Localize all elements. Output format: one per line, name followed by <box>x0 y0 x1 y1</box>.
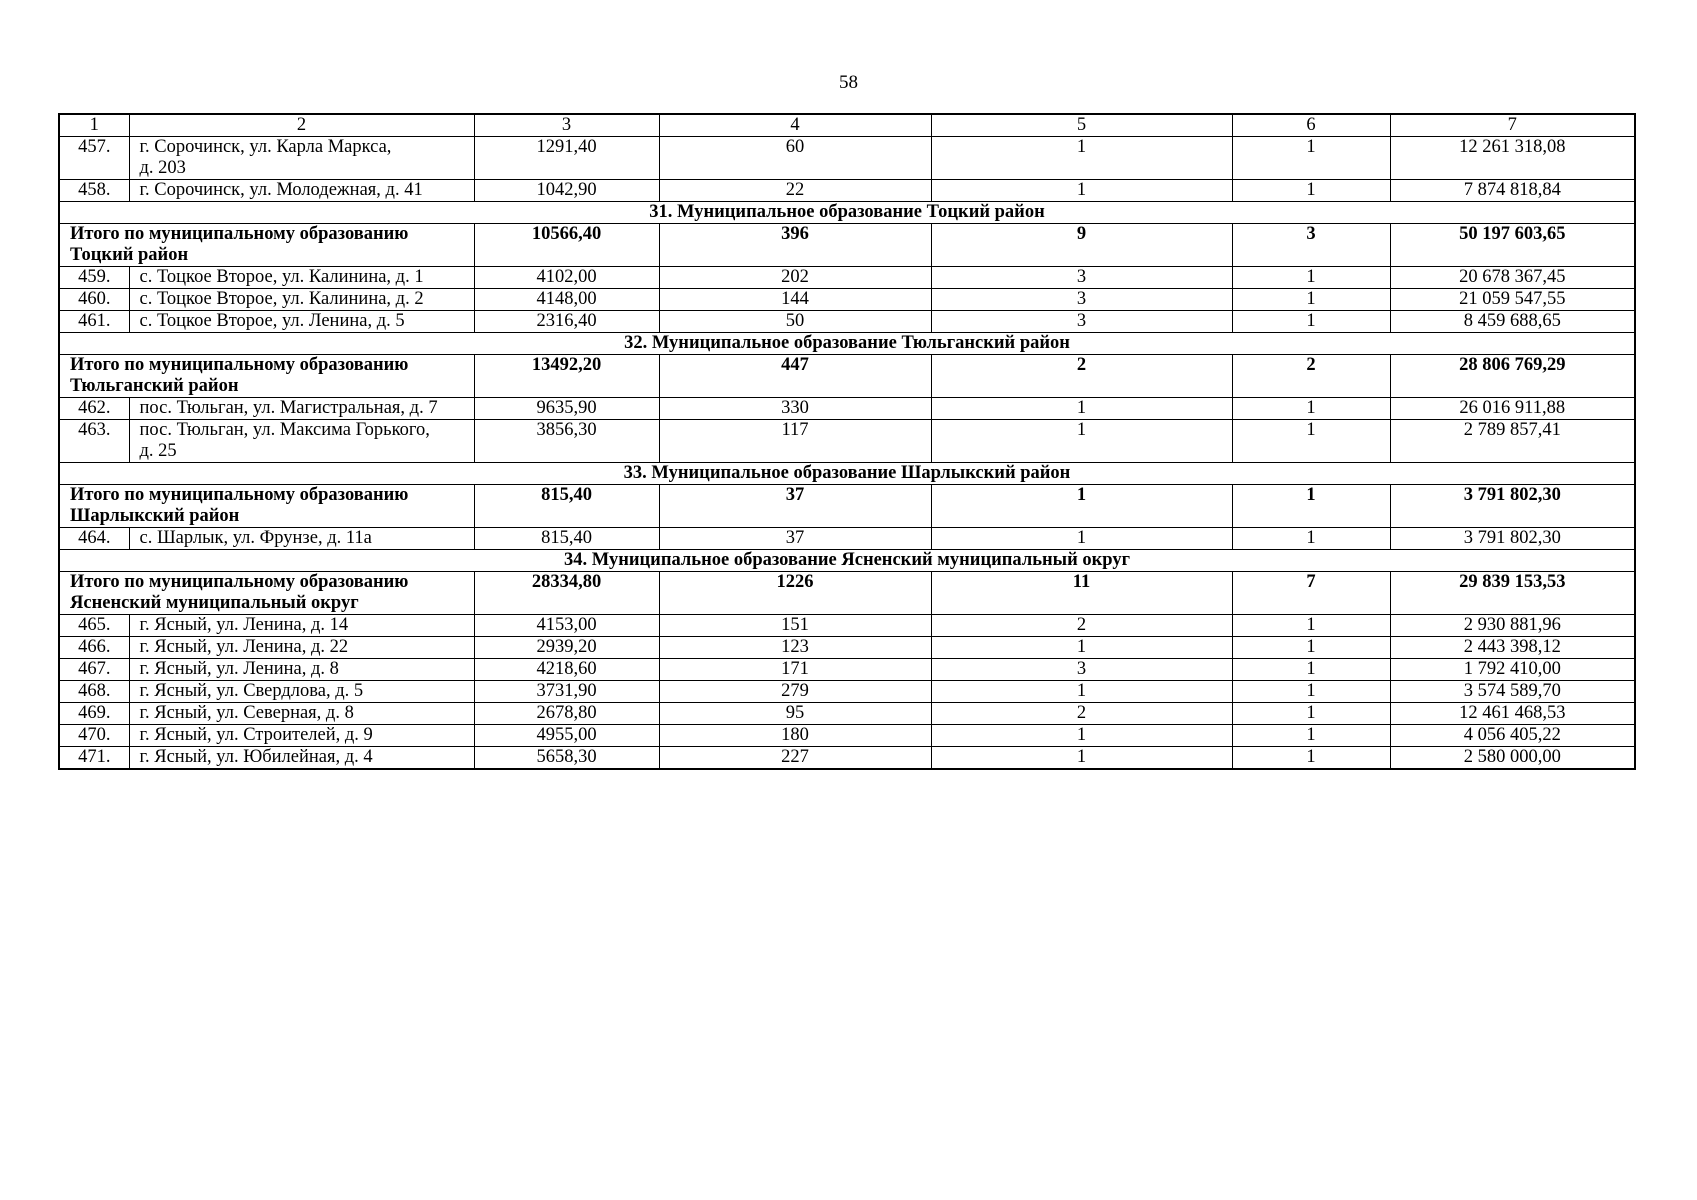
data-table <box>58 113 1636 770</box>
total-count2-cell: 1 <box>1232 485 1390 528</box>
address-line1: г. Ясный, ул. Ленина, д. 22 <box>139 637 349 657</box>
amount-cell: 2 789 857,41 <box>1390 420 1635 463</box>
residents-cell: 22 <box>659 180 931 202</box>
total-area-cell: 13492,20 <box>474 355 659 398</box>
amount-cell: 12 261 318,08 <box>1390 137 1635 180</box>
count2-cell: 1 <box>1232 528 1390 550</box>
row-number: 458. <box>59 180 129 202</box>
count-cell: 1 <box>931 420 1232 463</box>
row-number: 466. <box>59 637 129 659</box>
total-count-cell: 2 <box>931 355 1232 398</box>
table-row <box>59 528 1635 550</box>
total-count2-cell: 2 <box>1232 355 1390 398</box>
count-cell: 1 <box>931 637 1232 659</box>
column-number-row <box>59 114 1635 137</box>
address-line1: с. Тоцкое Второе, ул. Ленина, д. 5 <box>139 311 405 331</box>
count-cell: 3 <box>931 289 1232 311</box>
table-row <box>59 637 1635 659</box>
address-line1: пос. Тюльган, ул. Максима Горького, <box>139 420 430 440</box>
address-line1: г. Сорочинск, ул. Молодежная, д. 41 <box>139 180 423 200</box>
table-row <box>59 615 1635 637</box>
area-cell: 2939,20 <box>474 637 659 659</box>
area-cell: 3731,90 <box>474 681 659 703</box>
total-row <box>59 224 1635 267</box>
address-line1: г. Ясный, ул. Свердлова, д. 5 <box>139 681 364 701</box>
residents-cell: 95 <box>659 703 931 725</box>
residents-cell: 180 <box>659 725 931 747</box>
total-label-line1: Итого по муниципальному образованию <box>70 355 409 375</box>
total-label-line2: Шарлыкский район <box>70 506 240 526</box>
count2-cell: 1 <box>1232 420 1390 463</box>
residents-cell: 123 <box>659 637 931 659</box>
row-number: 464. <box>59 528 129 550</box>
residents-cell: 171 <box>659 659 931 681</box>
total-area-cell: 10566,40 <box>474 224 659 267</box>
area-cell: 9635,90 <box>474 398 659 420</box>
residents-cell: 60 <box>659 137 931 180</box>
area-cell: 815,40 <box>474 528 659 550</box>
residents-cell: 151 <box>659 615 931 637</box>
count2-cell: 1 <box>1232 615 1390 637</box>
table-row <box>59 681 1635 703</box>
column-number-cell: 1 <box>59 114 129 137</box>
row-number: 462. <box>59 398 129 420</box>
amount-cell: 2 930 881,96 <box>1390 615 1635 637</box>
address-line1: г. Сорочинск, ул. Карла Маркса, <box>139 137 392 157</box>
total-row <box>59 485 1635 528</box>
total-count2-cell: 7 <box>1232 572 1390 615</box>
total-label <box>59 355 474 398</box>
table-row <box>59 703 1635 725</box>
section-title: 33. Муниципальное образование Шарлыкский район <box>59 463 1635 485</box>
total-label-line1: Итого по муниципальному образованию <box>70 224 409 244</box>
amount-cell: 21 059 547,55 <box>1390 289 1635 311</box>
residents-cell: 50 <box>659 311 931 333</box>
address-line1: г. Ясный, ул. Ленина, д. 14 <box>139 615 349 635</box>
address-cell <box>129 420 474 463</box>
address-cell <box>129 528 474 550</box>
address-line1: г. Ясный, ул. Северная, д. 8 <box>139 703 354 723</box>
count-cell: 1 <box>931 137 1232 180</box>
area-cell: 4153,00 <box>474 615 659 637</box>
area-cell: 4102,00 <box>474 267 659 289</box>
section-title: 34. Муниципальное образование Ясненский муниципальный округ <box>59 550 1635 572</box>
count-cell: 1 <box>931 180 1232 202</box>
table-row <box>59 311 1635 333</box>
residents-cell: 117 <box>659 420 931 463</box>
area-cell: 4218,60 <box>474 659 659 681</box>
count-cell: 3 <box>931 311 1232 333</box>
total-count-cell: 11 <box>931 572 1232 615</box>
total-row <box>59 355 1635 398</box>
address-line1: г. Ясный, ул. Юбилейная, д. 4 <box>139 747 373 767</box>
address-line1: с. Шарлык, ул. Фрунзе, д. 11а <box>139 528 372 548</box>
address-line1: с. Тоцкое Второе, ул. Калинина, д. 2 <box>139 289 424 309</box>
address-line1: пос. Тюльган, ул. Магистральная, д. 7 <box>139 398 438 418</box>
column-number-cell: 6 <box>1232 114 1390 137</box>
amount-cell: 26 016 911,88 <box>1390 398 1635 420</box>
residents-cell: 279 <box>659 681 931 703</box>
area-cell: 2678,80 <box>474 703 659 725</box>
row-number: 459. <box>59 267 129 289</box>
address-cell <box>129 289 474 311</box>
section-title: 32. Муниципальное образование Тюльганский район <box>59 333 1635 355</box>
section-header-row <box>59 333 1635 355</box>
total-label-line2: Ясненский муниципальный округ <box>70 593 359 613</box>
amount-cell: 3 574 589,70 <box>1390 681 1635 703</box>
section-title: 31. Муниципальное образование Тоцкий район <box>59 202 1635 224</box>
address-cell <box>129 398 474 420</box>
column-number-cell: 7 <box>1390 114 1635 137</box>
total-label <box>59 224 474 267</box>
count2-cell: 1 <box>1232 681 1390 703</box>
amount-cell: 4 056 405,22 <box>1390 725 1635 747</box>
row-number: 470. <box>59 725 129 747</box>
address-cell <box>129 180 474 202</box>
count-cell: 3 <box>931 659 1232 681</box>
page-number: 58 <box>839 72 858 93</box>
count-cell: 2 <box>931 615 1232 637</box>
count2-cell: 1 <box>1232 137 1390 180</box>
residents-cell: 144 <box>659 289 931 311</box>
count-cell: 1 <box>931 398 1232 420</box>
count2-cell: 1 <box>1232 289 1390 311</box>
total-count-cell: 1 <box>931 485 1232 528</box>
address-line1: с. Тоцкое Второе, ул. Калинина, д. 1 <box>139 267 424 287</box>
amount-cell: 20 678 367,45 <box>1390 267 1635 289</box>
column-number-cell: 2 <box>129 114 474 137</box>
residents-cell: 202 <box>659 267 931 289</box>
count-cell: 1 <box>931 725 1232 747</box>
count2-cell: 1 <box>1232 725 1390 747</box>
total-amount-cell: 29 839 153,53 <box>1390 572 1635 615</box>
total-residents-cell: 1226 <box>659 572 931 615</box>
total-residents-cell: 447 <box>659 355 931 398</box>
total-count-cell: 9 <box>931 224 1232 267</box>
table-row <box>59 180 1635 202</box>
area-cell: 4955,00 <box>474 725 659 747</box>
count-cell: 1 <box>931 681 1232 703</box>
area-cell: 3856,30 <box>474 420 659 463</box>
total-amount-cell: 28 806 769,29 <box>1390 355 1635 398</box>
total-amount-cell: 3 791 802,30 <box>1390 485 1635 528</box>
count2-cell: 1 <box>1232 703 1390 725</box>
amount-cell: 7 874 818,84 <box>1390 180 1635 202</box>
total-label-line2: Тюльганский район <box>70 376 239 396</box>
address-cell <box>129 681 474 703</box>
address-cell <box>129 703 474 725</box>
address-line2: д. 25 <box>139 441 177 461</box>
amount-cell: 1 792 410,00 <box>1390 659 1635 681</box>
table-row <box>59 747 1635 770</box>
total-row <box>59 572 1635 615</box>
row-number: 467. <box>59 659 129 681</box>
total-label <box>59 572 474 615</box>
total-area-cell: 815,40 <box>474 485 659 528</box>
residents-cell: 330 <box>659 398 931 420</box>
area-cell: 1042,90 <box>474 180 659 202</box>
residents-cell: 227 <box>659 747 931 770</box>
table-row <box>59 137 1635 180</box>
residents-cell: 37 <box>659 528 931 550</box>
area-cell: 4148,00 <box>474 289 659 311</box>
count-cell: 3 <box>931 267 1232 289</box>
area-cell: 5658,30 <box>474 747 659 770</box>
area-cell: 1291,40 <box>474 137 659 180</box>
amount-cell: 2 443 398,12 <box>1390 637 1635 659</box>
amount-cell: 8 459 688,65 <box>1390 311 1635 333</box>
address-line2: д. 203 <box>139 158 186 178</box>
table-row <box>59 398 1635 420</box>
row-number: 468. <box>59 681 129 703</box>
count2-cell: 1 <box>1232 267 1390 289</box>
count2-cell: 1 <box>1232 659 1390 681</box>
count-cell: 2 <box>931 703 1232 725</box>
address-line1: г. Ясный, ул. Строителей, д. 9 <box>139 725 373 745</box>
count2-cell: 1 <box>1232 637 1390 659</box>
amount-cell: 2 580 000,00 <box>1390 747 1635 770</box>
table-row <box>59 267 1635 289</box>
table-row <box>59 659 1635 681</box>
section-header-row <box>59 463 1635 485</box>
count2-cell: 1 <box>1232 747 1390 770</box>
total-amount-cell: 50 197 603,65 <box>1390 224 1635 267</box>
column-number-cell: 5 <box>931 114 1232 137</box>
total-count2-cell: 3 <box>1232 224 1390 267</box>
address-cell <box>129 637 474 659</box>
address-cell <box>129 137 474 180</box>
address-line1: г. Ясный, ул. Ленина, д. 8 <box>139 659 339 679</box>
amount-cell: 3 791 802,30 <box>1390 528 1635 550</box>
total-residents-cell: 396 <box>659 224 931 267</box>
total-area-cell: 28334,80 <box>474 572 659 615</box>
column-number-cell: 4 <box>659 114 931 137</box>
row-number: 471. <box>59 747 129 770</box>
section-header-row <box>59 202 1635 224</box>
table-row <box>59 725 1635 747</box>
count2-cell: 1 <box>1232 398 1390 420</box>
count-cell: 1 <box>931 528 1232 550</box>
address-cell <box>129 615 474 637</box>
row-number: 461. <box>59 311 129 333</box>
row-number: 465. <box>59 615 129 637</box>
column-number-cell: 3 <box>474 114 659 137</box>
amount-cell: 12 461 468,53 <box>1390 703 1635 725</box>
row-number: 460. <box>59 289 129 311</box>
count-cell: 1 <box>931 747 1232 770</box>
total-label-line1: Итого по муниципальному образованию <box>70 485 409 505</box>
row-number: 469. <box>59 703 129 725</box>
table-row <box>59 289 1635 311</box>
total-label-line2: Тоцкий район <box>70 245 189 265</box>
section-header-row <box>59 550 1635 572</box>
address-cell <box>129 725 474 747</box>
area-cell: 2316,40 <box>474 311 659 333</box>
total-label <box>59 485 474 528</box>
total-residents-cell: 37 <box>659 485 931 528</box>
row-number: 463. <box>59 420 129 463</box>
count2-cell: 1 <box>1232 311 1390 333</box>
count2-cell: 1 <box>1232 180 1390 202</box>
address-cell <box>129 747 474 770</box>
table-row <box>59 420 1635 463</box>
total-label-line1: Итого по муниципальному образованию <box>70 572 409 592</box>
address-cell <box>129 267 474 289</box>
address-cell <box>129 659 474 681</box>
address-cell <box>129 311 474 333</box>
row-number: 457. <box>59 137 129 180</box>
